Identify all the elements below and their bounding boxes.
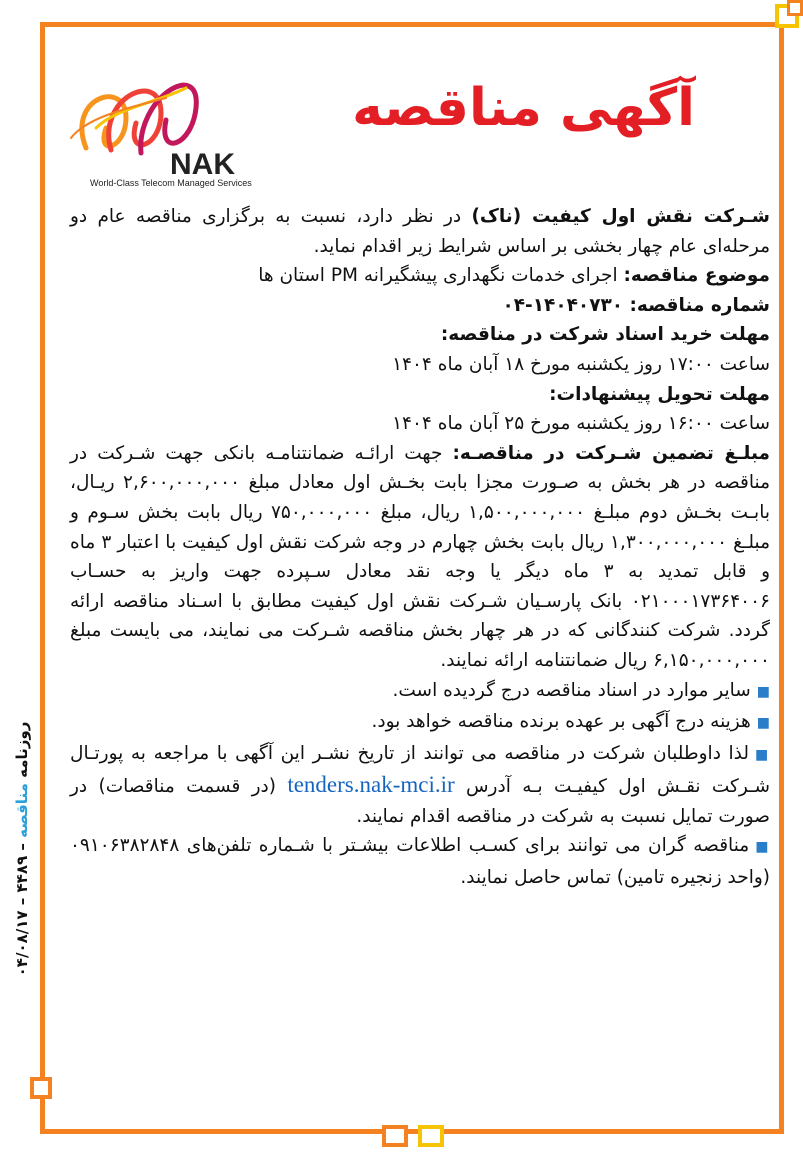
number-value: ۱۴۰۴۰۷۳۰-۰۴ — [502, 294, 630, 316]
number-line — [70, 291, 770, 321]
bullet-item — [70, 707, 770, 739]
paper-name: مناقصه — [13, 783, 31, 838]
delivery-value: ساعت ۱۶:۰۰ روز یکشنبه مورخ ۲۵ آبان ماه ۱۴۰۴ — [392, 413, 770, 435]
bullet-square-icon: ■ — [755, 746, 770, 763]
bullet-text: سایر موارد در اسناد مناقصه درج گردیده است. — [392, 679, 751, 701]
corner-square-decoration-small — [787, 0, 803, 16]
bullet-item — [70, 739, 770, 832]
subject-value: اجرای خدمات نگهداری پیشگیرانه PM استان ها — [258, 265, 624, 287]
bullet-square-icon: ■ — [755, 839, 770, 856]
number-label: شماره مناقصه: — [629, 294, 770, 316]
issue-number: – ۴۴۸۹ – — [13, 843, 31, 906]
bullet-text: (در قسمت مناقصات) در صورت تمایل نسبت به شرکت در مناقصه اقدام نمایند. — [70, 776, 770, 827]
purchase-value: ساعت ۱۷:۰۰ روز یکشنبه مورخ ۱۸ آبان ماه ۱۴۰۴ — [392, 353, 770, 375]
bullet-item — [70, 831, 770, 892]
bullet-text: مناقصه گران می توانند برای کسـب اطلاعات بیشـتر با شـماره تلفن‌های ۰۹۱۰۶۳۸۲۸۴۸ (واحد زنجیره تامین) تماس حاصل نمایند. — [70, 835, 770, 889]
bottom-square-orange — [382, 1125, 408, 1147]
bullet-square-icon: ■ — [756, 683, 770, 700]
corner-square-decoration-left — [30, 1077, 52, 1099]
subject-line — [70, 261, 770, 291]
logo-brand: NAK — [170, 148, 235, 181]
notice-body — [70, 202, 770, 893]
guarantee-paragraph — [70, 439, 770, 676]
page-title: آگهی مناقصه — [352, 78, 695, 138]
bullet-item — [70, 676, 770, 708]
delivery-label: مهلت تحویل پیشنهادات: — [549, 383, 770, 405]
guarantee-value: جهت ارائـه ضمانتنامـه بانکی جهت شـرکت در مناقصه در هر بخش به صـورت مجزا بابت بخـش اول معادل مبلغ ۲,۶۰۰,۰۰۰,۰۰۰ ریـال، بابـت بخـش دوم مبلـغ ۱,۵۰۰,۰۰۰,۰۰۰ ریال، مبلغ ۷۵۰,۰۰۰,۰۰۰ ریال بابت بخش سـوم و مبلـغ ۱,۳۰۰,۰۰۰,۰۰۰ ریال بابت بخش چهارم در وجه شرکت نقش اول کیفیت با اعتبار ۳ ماه و قابل تمدید به ۳ ماه دیگر یا وجه نقد معادل سـپرده جهت واریز به حسـاب ۰۲۱۰۰۰۱۷۳۶۴۰۰۶ بانک پارسـیان شـرکت نقش اول کیفیت مطابق با اسـناد مناقصه ارائه گردد. شرکت کنندگانی که در هر چهار بخش مناقصه شـرکت می نمایند، می بایست مبلغ ۶,۱۵۰,۰۰۰,۰۰۰ ریال ضمانتنامه ارائه نمایند. — [70, 442, 771, 671]
guarantee-label: مبلـغ تضمین شـرکت در مناقصـه: — [452, 442, 770, 464]
bullet-square-icon: ■ — [756, 715, 770, 732]
logo-tagline: World-Class Telecom Managed Services — [90, 178, 252, 188]
issue-date: ۰۴/۰۸/۱۷ — [13, 910, 31, 977]
portal-link[interactable]: tenders.nak-mci.ir — [287, 772, 455, 798]
intro-paragraph — [70, 202, 770, 261]
side-caption — [2, 700, 40, 1020]
intro-text: در نظر دارد، نسبت به برگزاری مناقصه عام دو مرحله‌ای عام چهار بخشی بر اساس شرایط زیر اقدام نماید. — [70, 206, 770, 257]
bottom-square-yellow — [418, 1125, 444, 1147]
bullet-text: هزینه درج آگهی بر عهده برنده مناقصه خواهد بود. — [371, 711, 751, 733]
subject-label: موضوع مناقصه: — [623, 265, 770, 287]
side-caption-text — [13, 699, 31, 999]
purchase-label: مهلت خرید اسناد شرکت در مناقصه: — [440, 324, 770, 346]
bullet-text: لذا داوطلبان شرکت در مناقصه می توانند از تاریخ نشـر این آگهی با مراجعه به پورتـال شـرکت نقـش اول کیفیـت بـه آدرس — [70, 742, 770, 798]
paper-label: روزنامه — [13, 721, 31, 778]
company-name: شـرکت نقش اول کیفیت (ناک) — [471, 206, 770, 227]
